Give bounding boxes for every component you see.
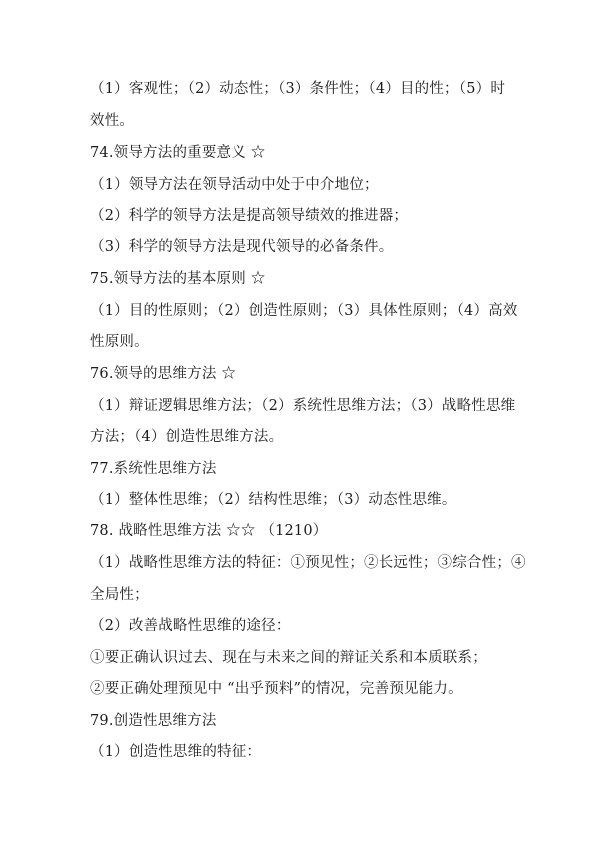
text-line-attributes-part2: 效性。 xyxy=(90,113,135,129)
section-heading-77: 77.系统性思维方法 xyxy=(90,461,217,477)
text-line-74-item2: （2）科学的领导方法是提高领导绩效的推进器； xyxy=(90,208,409,224)
text-line-74-item3: （3）科学的领导方法是现代领导的必备条件。 xyxy=(90,239,394,255)
text-line-78-features-part2: 全局性； xyxy=(90,587,149,603)
text-line-77-items: （1）整体性思维；（2）结构性思维；（3）动态性思维。 xyxy=(90,492,457,508)
text-line-78-improve-2: ②要正确处理预见中 “出乎预料”的情况，完善预见能力。 xyxy=(90,681,463,697)
text-line-76-items-part1: （1）辩证逻辑思维方法；（2）系统性思维方法；（3）战略性思维 xyxy=(90,398,516,414)
text-line-78-features-part1: （1）战略性思维方法的特征：①预见性；②长远性；③综合性；④ xyxy=(90,555,526,571)
text-line-79-features: （1）创造性思维的特征： xyxy=(90,744,262,760)
section-heading-78: 78. 战略性思维方法 ☆☆ （1210） xyxy=(90,523,328,539)
text-line-attributes-part1: （1）客观性；（2）动态性；（3）条件性；（4）目的性；（5）时 xyxy=(90,81,506,97)
section-heading-74: 74.领导方法的重要意义 ☆ xyxy=(90,145,266,161)
text-line-75-items-part1: （1）目的性原则；（2）创造性原则；（3）具体性原则；（4）高效 xyxy=(90,303,518,319)
section-heading-76: 76.领导的思维方法 ☆ xyxy=(90,366,237,382)
text-line-74-item1: （1）领导方法在领导活动中处于中介地位； xyxy=(90,177,379,193)
section-heading-75: 75.领导方法的基本原则 ☆ xyxy=(90,271,266,287)
text-line-78-improve-1: ①要正确认识过去、现在与未来之间的辩证关系和本质联系； xyxy=(90,650,487,666)
section-heading-79: 79.创造性思维方法 xyxy=(90,713,217,729)
text-line-76-items-part2: 方法；（4）创造性思维方法。 xyxy=(90,429,284,445)
text-line-78-improve-heading: （2）改善战略性思维的途径： xyxy=(90,618,291,634)
text-line-75-items-part2: 性原则。 xyxy=(90,334,149,350)
